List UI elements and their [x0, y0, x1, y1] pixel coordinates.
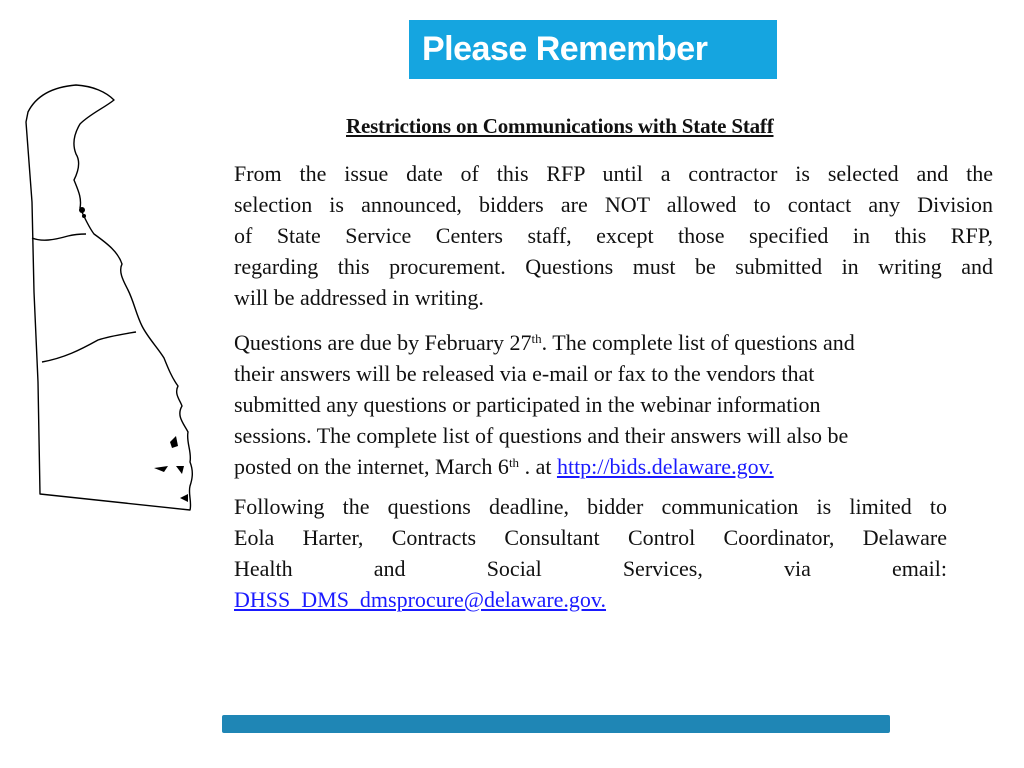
text-line: will be addressed in writing.: [234, 285, 484, 310]
section-heading: Restrictions on Communications with State Staff: [346, 114, 774, 138]
text-line: selection is announced, bidders are NOT allowed to contact any Division: [234, 192, 993, 217]
text-line: of State Service Centers staff, except those specified in this RFP,: [234, 223, 993, 248]
delaware-outline: [26, 85, 192, 510]
text-line: Questions are due by February 27th. The complete list of questions and: [234, 330, 855, 355]
text-line: posted on the internet, March 6th . at http://bids.delaware.gov.: [234, 454, 774, 479]
questions-deadline-paragraph: [234, 327, 974, 482]
text-line: From the issue date of this RFP until a contractor is selected and the: [234, 161, 993, 186]
footer-bar: [222, 715, 890, 733]
coastline-details: [79, 207, 188, 502]
text-line: Eola Harter, Contracts Consultant Control Coordinator, Delaware: [234, 525, 947, 550]
procurement-email-link[interactable]: DHSS_DMS_dmsprocure@delaware.gov.: [234, 587, 607, 612]
text-line: sessions. The complete list of questions and their answers will also be: [234, 423, 849, 448]
communication-contact-paragraph: [234, 491, 947, 615]
text-line: Following the questions deadline, bidder communication is limited to: [234, 494, 947, 519]
text-line: Health and Social Services, via email:: [234, 556, 947, 581]
bids-website-link[interactable]: http://bids.delaware.gov.: [556, 454, 774, 479]
text-line: [234, 584, 947, 615]
contact-restriction-paragraph: [234, 158, 993, 313]
text-line: their answers will be released via e-mail or fax to the vendors that: [234, 361, 815, 386]
page-title: Please Remember: [409, 20, 777, 79]
text-line: submitted any questions or participated in the webinar information: [234, 392, 821, 417]
text-line: regarding this procurement. Questions must be submitted in writing and: [234, 254, 993, 279]
delaware-map-illustration: [18, 82, 208, 514]
